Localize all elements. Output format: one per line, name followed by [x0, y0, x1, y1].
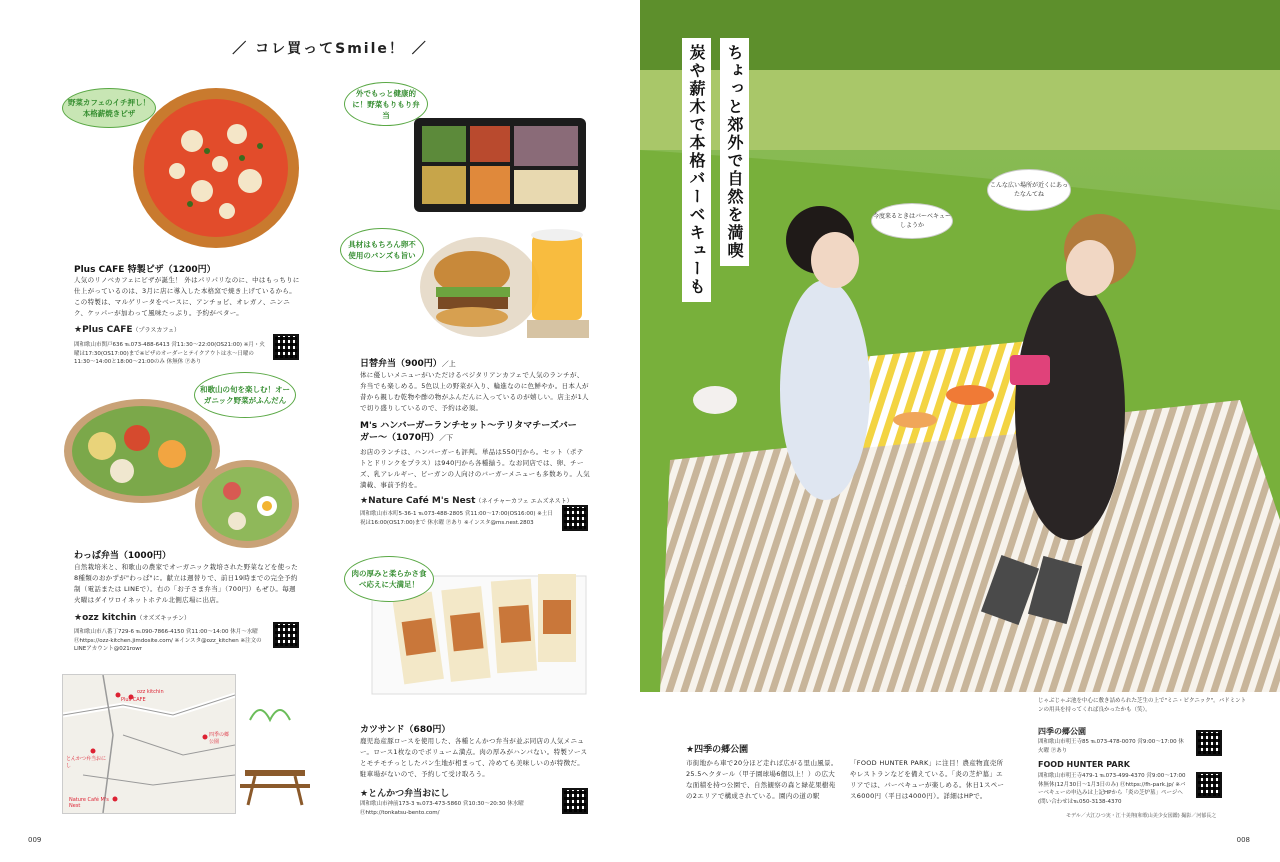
burger-set-body: お店のランチは、ハンバーガーも評判。単品は550円から。セット（ポテトとドリンクをプラス）は940円から各種揃う。なお同店では、卵、チーズ、乳アレルギー、ビーガンの人向けのバーガーメニューも多数あり。人気満載、事前予約を。: [360, 448, 590, 489]
page-header-title: ／ コレ買ってSmile！ ／: [232, 41, 428, 57]
plus-cafe-name: ★Plus CAFE: [74, 325, 133, 335]
picnic-table-illustration: [240, 700, 310, 810]
pizza-body: 人気のリノベカフェにピザが誕生！ 外はパリパリなのに、中はもっちりに仕上がっているのは、3月に店に導入した本格窯で焼き上げているから。この特製は、マルゲリータをベースに、アンチョビ、オレガノ、ニンニク、ケッパーが加わって風味たっぷり。予約がベター。: [74, 276, 300, 317]
wappa-bubble: 和歌山の旬を楽しむ！オーガニック野菜がふんだん: [194, 372, 296, 418]
plus-cafe-qr-code[interactable]: [273, 334, 299, 360]
burger-bubble: 具材はもちろん卵不使用のバンズも旨い: [340, 228, 424, 272]
burger-set-photo: [412, 225, 597, 345]
ozz-kitchin-shop-name: [74, 613, 190, 623]
daily-bento-photo: [410, 112, 590, 216]
katsu-sando-bubble: 肉の厚みと柔らかさ食べ応えに大満足！: [344, 556, 434, 602]
tonkatsu-info: 囲和歌山市神前173-3 ℡073-473-5860 営10:30〜20:30 休水曜 Ⓗhttp://tonkatsu-bento.com/: [360, 801, 524, 816]
nature-cafe-qr-code[interactable]: [562, 505, 588, 531]
tonkatsu-qr-code[interactable]: [562, 788, 588, 814]
headline-nature: ちょっと郊外で自然を満喫: [720, 38, 749, 266]
food-hunter-name: FOOD HUNTER PARK: [1038, 760, 1130, 769]
nature-cafe-kana: （ネイチャーカフェ エムズネスト）: [475, 498, 573, 505]
burger-set-title-position: ／下: [439, 434, 454, 442]
park-body-2: 「FOOD HUNTER PARK」に注目！農産物直売所やレストランなどを備えている。「炎の芝炉墓」エリアでは、バーベキューが楽しめる。休日1スペース6000円（平日は4000円）。詳細はHPで。: [850, 759, 1005, 800]
plus-cafe-kana: （プラスカフェ）: [132, 327, 181, 334]
plus-cafe-info: 囲和歌山市関戸636 ℡073-488-6413 営11:30〜22:00(OS21:00) ※月・火曜は17:30(OS17:00)まで※ピザのオーダーとテイクアウトは水〜日曜の11:30〜14:00と18:00〜21:00のみ 休無休 Ⓟあり: [74, 342, 265, 365]
wappa-bento-illustration: [62, 396, 302, 552]
katsu-sando-body: 鹿児島産豚ロースを使用した、各種とんかつ弁当が並ぶ同店の人気メニュー。ロース1枚なのでボリューム満点。肉の厚みがハンバない。特製ソースとモチモチっとしたパン生地が相まって、冷めても美味しいのが特徴だ。駐車場がないので、予約して受け取ろう。: [360, 737, 588, 778]
ozz-kitchin-qr-code[interactable]: [273, 622, 299, 648]
food-hunter-info: 囲和歌山市明王寺479-1 ℡073-499-4370 営9:00〜17:00 休無休(12月30日〜1月3日のみ) Ⓗhttps://fh-park.jp/ ※バーベキューの申込みは上記HPから「炎の芝炉墓」ページへ(問い合わせは℡050-3138-4370: [1038, 773, 1186, 805]
ozz-kitchin-name: ★ozz kitchin: [74, 613, 137, 623]
pizza-title: Plus CAFE 特製ピザ（1200円）: [74, 265, 216, 275]
map-label-nature-cafe: Nature Café M's Nest: [69, 797, 109, 809]
nature-cafe-info: 囲和歌山市本町5-36-1 ℡073-488-2805 営11:00〜17:00(OS16:00) ※土日祝は16:00(OS17:00)まで 休水曜 Ⓟあり ※インスタ@ms.nest.2803: [360, 511, 553, 526]
map-label-plus-cafe: Plus CAFE: [121, 697, 146, 703]
pizza-photo: [132, 86, 300, 251]
headline-bbq: 炭や薪木で本格バーベキューも: [682, 38, 711, 302]
daily-bento-title: [360, 356, 456, 369]
burger-set-illustration: [412, 225, 597, 345]
daily-bento-title-position: ／上: [441, 360, 456, 368]
photo-caption: じゃぶじゃぶ池を中心に敷き詰められた芝生の上で"ミニ・ピクニック"。バドミントンの用具を持ってくれば良かったかも（笑）。: [1038, 698, 1247, 713]
daily-bento-body: 体に優しいメニューがいただけるベジタリアンカフェで人気のランチが、弁当でも楽しめる。5色以上の野菜が入り、輪進なのに色鮮やか。日本人が昔から親しむ乾物や酢の物がふんだんに入っているのが嬉しい。店主が1人で切り盛りしているので、予約は必須。: [360, 371, 589, 412]
right-page: [640, 0, 1280, 862]
left-page-number: 009: [28, 836, 42, 844]
pizza-illustration: [132, 86, 300, 251]
nature-cafe-name: ★Nature Café M's Nest: [360, 496, 476, 506]
area-map: [62, 674, 236, 814]
park-shop-name: 四季の郷公園: [1038, 727, 1086, 736]
map-label-ozz-kitchin: ozz kitchin: [137, 689, 164, 695]
park-body-1: 市街地から車で20分ほど走れば広がる里山風景。25.5ヘクタール（甲子園球場6個以上！）の広大な面積を持つ公園で、自然観察の森と緑花果樹苑の2エリアで構成されている。園内の道の駅: [686, 759, 838, 800]
pizza-bubble: 野菜カフェのイチ押し！本格薪焼きピザ: [62, 88, 156, 128]
wappa-title: わっぱ弁当（1000円）: [74, 551, 171, 561]
nature-cafe-shop-name: [360, 496, 573, 506]
daily-bento-title-text: 日替弁当（900円）: [360, 359, 442, 369]
park-shop-info: 囲和歌山市明王寺85 ℡073-478-0070 営9:00〜17:00 休火曜 Ⓟあり: [1038, 739, 1184, 754]
tonkatsu-shop-name: ★とんかつ弁当おにし: [360, 789, 450, 799]
park-heading: ★四季の郷公園: [686, 745, 749, 755]
burger-set-title: [360, 420, 580, 444]
daily-bento-illustration: [410, 112, 590, 216]
plus-cafe-shop-name: [74, 325, 180, 335]
wappa-body: 自然栽培米と、和歌山の農家でオーガニック栽培された野菜などを使った8種類のおかずが"わっぱ"に。献立は週替りで、前日19時までの完全予約制（電話または LINEで）。右の「お子さま弁当」（700円）もぜひ。毎週火曜はダイワロイネットホテル北側広場に出店。: [74, 563, 299, 604]
picnic-table-icon: [240, 700, 310, 810]
ozz-kitchin-kana: （オズズキッチン）: [136, 615, 190, 622]
park-qr-code[interactable]: [1196, 730, 1222, 756]
talk-bubble-right: こんな広い場所が近くにあったなんてね: [988, 170, 1070, 210]
wappa-bento-photo: [62, 396, 302, 552]
right-page-number: 008: [1236, 836, 1250, 844]
ozz-kitchin-info: 囲和歌山市八番丁729-6 ℡090-7866-4150 営11:00〜14:00 休月〜水曜 Ⓗhttps://ozz-kitchen.jimdosite.com/ ※インスタ@ozz_kitchen ※注文のLINEアカウント@021rowr: [74, 629, 262, 652]
map-label-tonkatsu: とんかつ弁当おにし: [66, 756, 107, 769]
map-label-shiki-no-sato: 四季の郷公園: [209, 732, 230, 745]
photo-credit: モデル／大江ひつ実・江十美翔(和歌山美少女図鑑) 撮影／河郁長之: [1066, 813, 1217, 819]
katsu-sando-title: カツサンド（680円）: [360, 725, 451, 735]
talk-bubble-left: 今度来るときはバーベキューしようか: [872, 204, 952, 238]
daily-bento-bubble: 外でもっと健康的に！野菜もりもり弁当: [344, 82, 428, 126]
burger-set-title-text: M's ハンバーガーランチセット〜テリタマチーズバーガー〜（1070円）: [360, 421, 577, 443]
food-hunter-qr-code[interactable]: [1196, 772, 1222, 798]
